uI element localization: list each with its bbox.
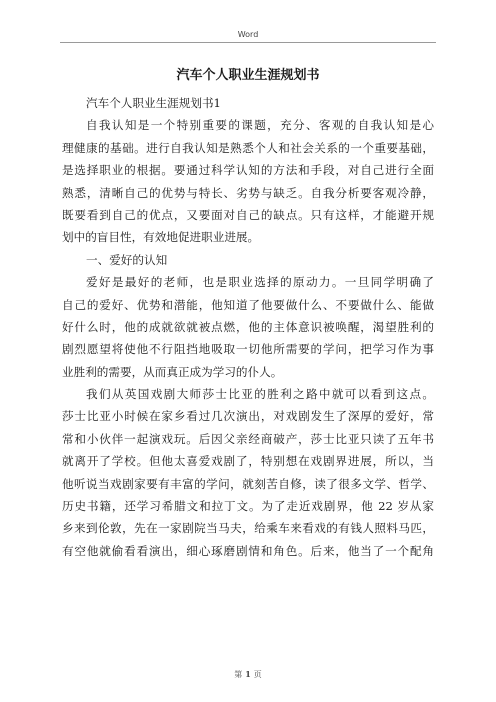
text-line: 一、爱好的认知 bbox=[86, 252, 168, 267]
text-line: 自我认知是一个特别重要的课题，充分、客观的自我认知是心 bbox=[86, 118, 434, 133]
text-line: 汽车个人职业生涯规划书1 bbox=[86, 96, 221, 110]
header-app-label: Word bbox=[237, 30, 259, 39]
text-line: 既要看到自己的优点，又要面对自己的缺点。只有这样，才能避开规 bbox=[62, 207, 434, 222]
footer-prefix: 第 bbox=[234, 670, 243, 679]
text-line: 剧烈愿望将使他不行阻挡地吸取一切他所需要的学问，把学习作为事 bbox=[62, 342, 434, 357]
text-line: 有空他就偷看看演出，细心琢磨剧情和角色。后来，他当了一个配角 bbox=[62, 543, 434, 558]
text-line: 是选择职业的根据。要通过科学认知的方法和手段，对自己进行全面 bbox=[62, 163, 434, 178]
page-number: 1 bbox=[245, 669, 251, 679]
text-line: 理健康的基础。进行自我认知是熟悉个人和社会关系的一个重要基础， bbox=[62, 140, 434, 155]
text-line: 我们从英国戏剧大师莎士比亚的胜利之路中就可以看到这点。 bbox=[86, 387, 434, 402]
text-line: 划中的盲目性，有效地促进职业进展。 bbox=[62, 230, 260, 245]
text-line: 爱好是最好的老师，也是职业选择的原动力。一旦同学明确了 bbox=[86, 275, 434, 290]
footer-suffix: 页 bbox=[253, 670, 262, 679]
text-line: 常和小伙伴一起演戏玩。后因父亲经商破产，莎士比亚只读了五年书 bbox=[62, 431, 434, 446]
text-line: 莎士比亚小时候在家乡看过几次演出，对戏剧发生了深厚的爱好，常 bbox=[62, 409, 434, 424]
text-line: 自己的爱好、优势和潜能，他知道了他要做什么、不要做什么、能做 bbox=[62, 297, 434, 312]
header-divider bbox=[60, 42, 436, 43]
text-line: 好什么时，他的成就欲就被点燃，他的主体意识被唤醒，渴望胜利的 bbox=[62, 319, 434, 334]
text-line: 业胜利的需要，从而真正成为学习的仆人。 bbox=[62, 364, 283, 379]
document-title: 汽车个人职业生涯规划书 bbox=[176, 68, 320, 83]
text-line: 乡来到伦敦，先在一家剧院当马夫，给乘车来看戏的有钱人照料马匹， bbox=[62, 521, 434, 536]
text-line: 熟悉，清晰自己的优势与特长、劣势与缺乏。自我分析要客观冷静， bbox=[62, 185, 434, 200]
page-footer bbox=[60, 669, 436, 680]
document-body bbox=[62, 92, 434, 562]
text-line: 历史书籍，还学习希腊文和拉丁文。为了走近戏剧界，他 22 岁从家 bbox=[62, 499, 434, 514]
text-line: 他听说当戏剧家要有丰富的学问，就刻苦自修，读了很多文学、哲学、 bbox=[62, 476, 434, 491]
text-line: 就离开了学校。但他太喜爱戏剧了，特别想在戏剧界进展，所以，当 bbox=[62, 454, 434, 469]
